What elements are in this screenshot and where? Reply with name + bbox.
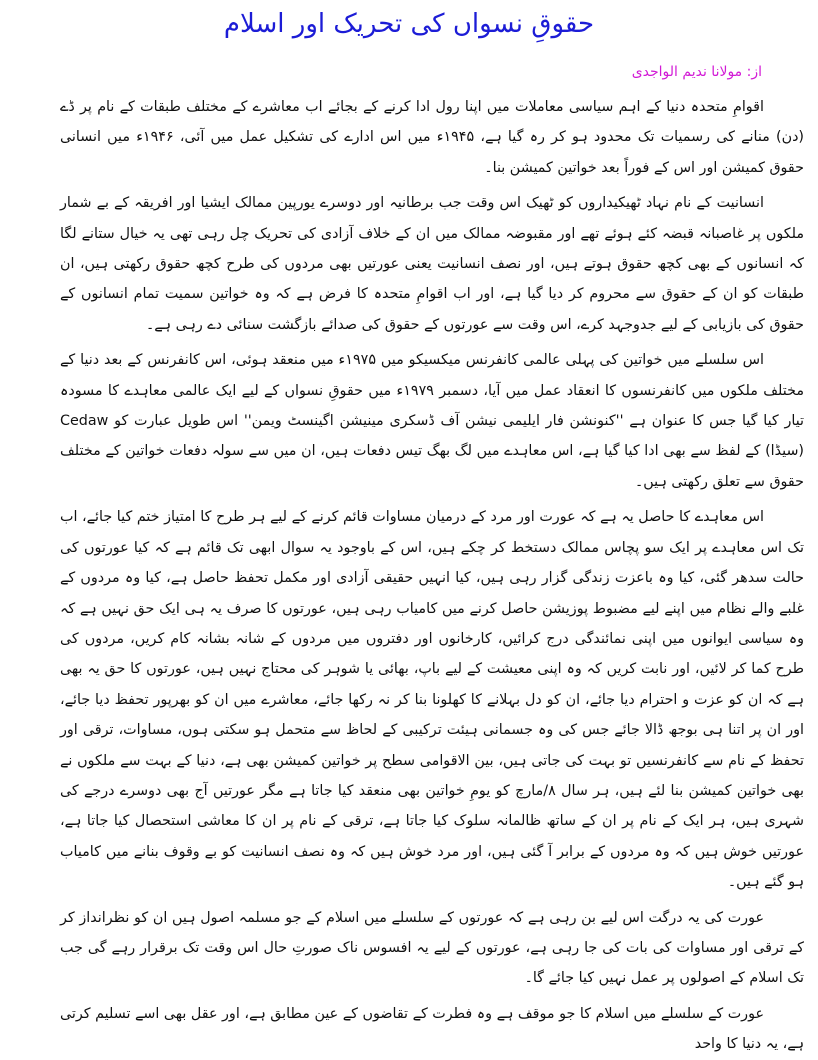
author-byline: از: مولانا ندیم الواجدی: [631, 64, 762, 80]
paragraph-2: انسانیت کے نام نہاد ٹھیکیداروں کو ٹھیک اس وقت جب برطانیہ اور دوسرے یورپین ممالک ایشیا اور افریقہ کے بے شمار ملکوں پر غاصبانہ قبضہ کئے ہوئے تھے اور مقبوضہ ممالک میں ان کے خلاف آزادی کی تحریک چل رہی تھی یہ خیال ستانے لگا کہ انسانوں کے بھی کچھ حقوق ہوتے ہیں، اور نصف انسانیت یعنی عورتیں بھی مردوں کی طرح کچھ حقوق رکھتی ہیں، ان طبقات کو ان کے حقوق سے محروم کر دیا گیا ہے، اور اب اقوامِ متحدہ کا فرض ہے کہ وہ خواتین سمیت تمام انسانوں کے حقوق کی بازیابی کے لیے جدوجہد کرے، اس وقت سے عورتوں کے حقوق کی صدائے بازگشت سنائی دے رہی ہے۔: [60, 195, 804, 333]
paragraph-6: عورت کے سلسلے میں اسلام کا جو موقف ہے وہ فطرت کے تقاضوں کے عین مطابق ہے، اور عقل بھی اسے تسلیم کرتی ہے، یہ دنیا کا واحد: [60, 1005, 804, 1053]
paragraph-3: اس سلسلے میں خواتین کی پہلی عالمی کانفرنس میکسیکو میں ۱۹۷۵ء میں منعقد ہوئی، اس کانفرنس کے بعد دنیا کے مختلف ملکوں میں کانفرنسوں کا انعقاد عمل میں آیا، دسمبر ۱۹۷۹ء میں حقوقِ نسواں کے لیے ایک عالمی معاہدے کا مسودہ تیار کیا گیا جس کا عنوان ہے ''کنونشن فار ایلیمی نیشن آف ڈسکری مینیشن اگینسٹ ویمن'' اس طویل عبارت کو Cedaw (سیڈا) کے لفظ سے بھی ادا کیا گیا ہے، اس معاہدے میں لگ بھگ تیس دفعات ہیں، ان میں سے سولہ دفعات خواتین کے مختلف حقوق سے تعلق رکھتی ہیں۔: [60, 352, 804, 490]
paragraph-4: اس معاہدے کا حاصل یہ ہے کہ عورت اور مرد کے درمیان مساوات قائم کرنے کے لیے ہر طرح کا امتیاز ختم کیا جائے، اب تک اس معاہدے پر ایک سو پچاس ممالک دستخط کر چکے ہیں، اس کے باوجود یہ سوال ابھی تک قائم ہے کہ کیا عورتوں کی حالت سدھر گئی، کیا وہ باعزت زندگی گزار رہی ہیں، کیا انہیں حقیقی آزادی اور مکمل تحفظ حاصل ہے، کیا وہ مردوں کے غلبے والے نظام میں اپنے لیے مضبوط پوزیشن حاصل کرنے میں کامیاب رہی ہیں، عورتوں کا صرف یہ ہی ایک حق نہیں ہے کہ وہ سیاسی ایوانوں میں اپنی نمائندگی درج کرائیں، کارخانوں اور دفتروں میں مردوں کے شانہ بشانہ کام کریں، مردوں کی طرح کما کر لائیں، اور نابت کریں کہ وہ اپنی معیشت کے لیے باپ، بھائی یا شوہر کی محتاج نہیں ہیں، عورتوں کا حق یہ بھی ہے کہ ان کو عزت و احترام دیا جائے، ان کو دل بہلانے کا کھلونا بنا کر نہ رکھا جائے، معاشرے میں ان کو بھرپور تحفظ دیا جائے، اور ان پر اتنا ہی بوجھ ڈالا جائے جس کی وہ جسمانی ہیئت ترکیبی کے لحاظ سے متحمل ہو سکتی ہوں، مساوات، ترقی اور تحفظ کے نام سے کانفرنسیں تو بہت کی جاتی ہیں، بین الاقوامی سطح پر خواتین کمیشن بھی ہے، دنیا کے بہت سے ملکوں نے بھی خواتین کمیشن بنا لئے ہیں، ہر سال ۸/مارچ کو یومِ خواتین بھی منعقد کیا جاتا ہے مگر عورتیں آج بھی دوسرے درجے کی شہری ہیں، ہر ایک کے نام پر ان کے ساتھ ظالمانہ سلوک کیا جاتا ہے، ترقی کے نام پر ان کا معاشی استحصال کیا جاتا ہے، عورتیں خوش ہیں کہ وہ مردوں کے برابر آ گئی ہیں، اور مرد خوش ہیں کہ وہ نصف انسانیت کو بے وقوف بنانے میں کامیاب ہو گئے ہیں۔: [60, 509, 804, 891]
paragraph-1: اقوامِ متحدہ دنیا کے اہم سیاسی معاملات میں اپنا رول ادا کرنے کے بجائے اب معاشرے کے مختلف طبقات کے نام پر ڈے (دن) منانے کی رسمیات تک محدود ہو کر رہ گیا ہے، ۱۹۴۵ء میں اس ادارے کی تشکیل عمل میں آئی، ۱۹۴۶ء میں انسانی حقوق کمیشن اور اس کے فوراً بعد خواتین کمیشن بنا۔: [60, 99, 805, 176]
article-body: [60, 92, 805, 1053]
paragraph-5: عورت کی یہ درگت اس لیے بن رہی ہے کہ عورتوں کے سلسلے میں اسلام کے جو مسلمہ اصول ہیں ان کو نظرانداز کر کے ترقی اور مساوات کی بات کی جا رہی ہے، عورتوں کے لیے یہ افسوس ناک صورتِ حال اس وقت تک برقرار رہے گی جب تک اسلام کے اصولوں پر عمل نہیں کیا جائے گا۔: [60, 909, 804, 987]
article-title: حقوقِ نسواں کی تحریک اور اسلام: [223, 9, 595, 39]
